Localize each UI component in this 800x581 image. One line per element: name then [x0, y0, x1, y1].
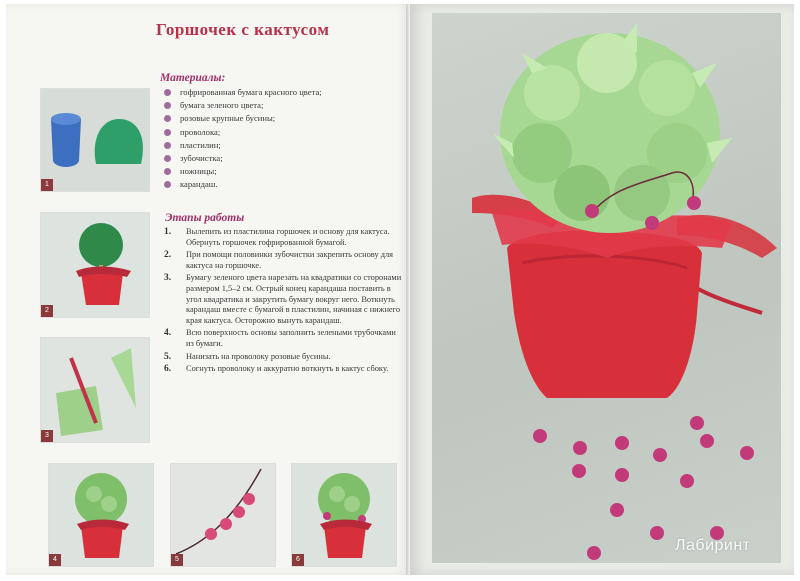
beads-on-wire-illustration — [171, 464, 275, 566]
step-number: 3. — [164, 273, 172, 284]
step-image-number: 1 — [41, 179, 53, 191]
step-text: Всю поверхность основы заполнить зелеными трубочками из бумаги. — [186, 328, 396, 348]
step-item — [164, 273, 404, 326]
list-item: розовые крупные бусины; — [160, 112, 390, 125]
step-text: При помощи половинки зубочистки закрепить основу для кактуса на горшочке. — [186, 250, 394, 270]
step-image-1 — [40, 88, 150, 192]
list-item: карандаш. — [160, 178, 390, 191]
step-number: 5. — [164, 351, 172, 362]
step-item — [164, 352, 404, 363]
step-number: 4. — [164, 328, 172, 339]
cactus-with-beads-illustration — [292, 464, 396, 566]
list-item: гофрированная бумага красного цвета; — [160, 86, 390, 99]
cactus-pot-photo — [432, 13, 781, 563]
step-number: 2. — [164, 250, 172, 261]
step-image-5 — [170, 463, 276, 567]
materials-list — [160, 86, 390, 192]
step-image-number: 5 — [171, 554, 183, 566]
steps-list — [164, 227, 404, 377]
list-item: бумага зеленого цвета; — [160, 99, 390, 112]
step-item — [164, 328, 404, 349]
main-photo — [432, 13, 781, 563]
pencil-paper-illustration — [41, 338, 149, 442]
step-image-4 — [48, 463, 154, 567]
list-item: пластилин; — [160, 139, 390, 152]
list-item: ножницы; — [160, 165, 390, 178]
page-title: Горшочек с кактусом — [156, 20, 330, 39]
step-image-number: 3 — [41, 430, 53, 442]
step-text: Согнуть проволоку и аккуратно воткнуть в кактус сбоку. — [186, 364, 389, 374]
pot-with-base-illustration — [41, 213, 149, 317]
step-text: Бумагу зеленого цвета нарезать на квадратики со сторонами размером 1,5–2 см. Острый конец карандаша поставить в угол квадратика и закрутить бумагу вокруг него. Воткнуть карандаш вместе с бумагой в пластилин, начиная с нижнего края кактуса. Осторожно вынуть карандаш. — [186, 273, 402, 325]
step-image-number: 2 — [41, 305, 53, 317]
step-number: 1. — [164, 227, 172, 237]
watermark: Лабиринт — [675, 537, 751, 554]
list-item: зубочистка; — [160, 152, 390, 165]
step-item — [164, 227, 404, 248]
step-text: Вылепить из пластилина горшочек и основу для кактуса. Обернуть горшочек гофрированной бумагой. — [186, 227, 390, 247]
materials-heading: Материалы: — [160, 72, 226, 84]
list-item: проволока; — [160, 126, 390, 139]
steps-heading: Этапы работы — [165, 212, 245, 224]
step-image-6 — [291, 463, 397, 567]
step-text: Нанизать на проволоку розовые бусины. — [186, 351, 331, 361]
step-image-2 — [40, 212, 150, 318]
plasticine-shapes-illustration — [41, 89, 149, 191]
step-item — [164, 250, 404, 271]
finished-cactus-illustration — [49, 464, 153, 566]
step-image-3 — [40, 337, 150, 443]
step-item — [164, 364, 404, 375]
step-image-number: 6 — [292, 554, 304, 566]
step-number: 6. — [164, 364, 172, 375]
step-image-number: 4 — [49, 554, 61, 566]
right-page — [410, 4, 794, 575]
